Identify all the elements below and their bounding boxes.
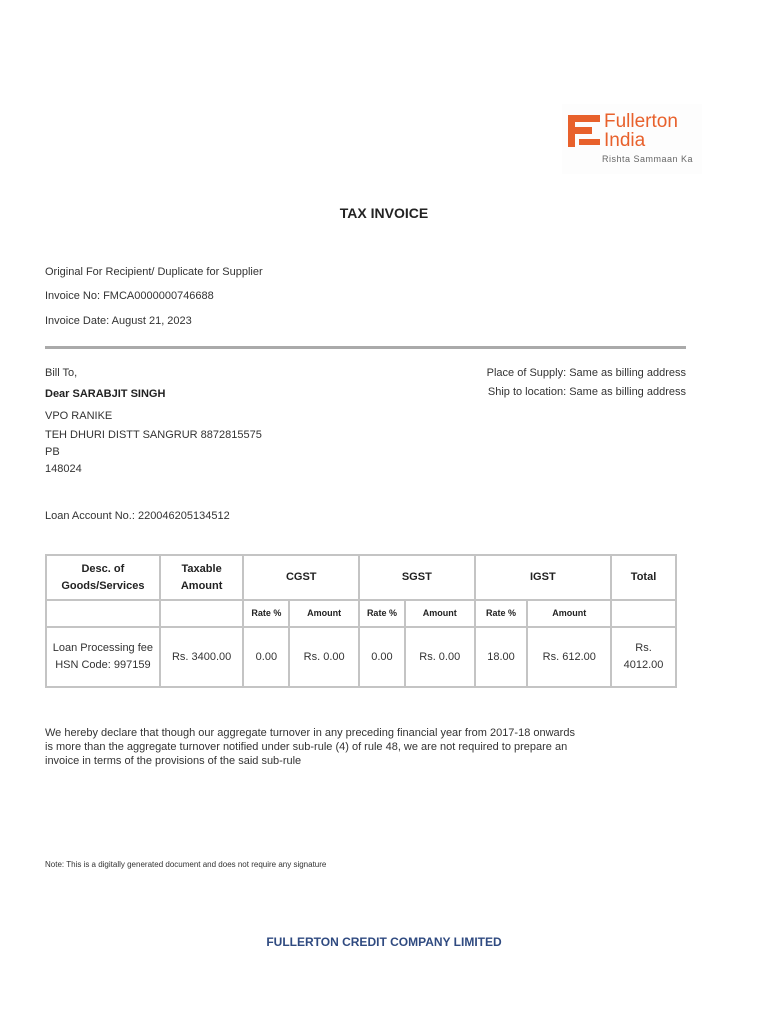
cell-igst-rate: 18.00: [475, 627, 528, 687]
subheader-empty-total: [611, 600, 676, 627]
cell-desc: Loan Processing fee HSN Code: 997159: [46, 627, 160, 687]
document-title: TAX INVOICE: [339, 205, 429, 221]
subheader-igst-rate: Rate %: [475, 600, 528, 627]
subheader-igst-amount: Amount: [527, 600, 611, 627]
address-line-3: PB: [45, 446, 60, 458]
cell-total: Rs. 4012.00: [611, 627, 676, 687]
subheader-cgst-amount: Amount: [289, 600, 359, 627]
cell-cgst-amount: Rs. 0.00: [289, 627, 359, 687]
place-of-supply: Place of Supply: Same as billing address: [486, 367, 686, 379]
company-footer: FULLERTON CREDIT COMPANY LIMITED: [266, 935, 502, 949]
ship-to-location: Ship to location: Same as billing address: [487, 386, 686, 398]
invoice-date: Invoice Date: August 21, 2023: [45, 315, 192, 327]
company-logo: [562, 104, 702, 174]
cell-taxable-amount: Rs. 3400.00: [160, 627, 244, 687]
header-desc: Desc. of Goods/Services: [46, 555, 160, 600]
signature-note: Note: This is a digitally generated document and does not require any signature: [45, 860, 327, 869]
subheader-empty-taxable: [160, 600, 244, 627]
loan-account-number: Loan Account No.: 220046205134512: [45, 510, 230, 522]
table-subheader-row: [46, 600, 676, 627]
subheader-cgst-rate: Rate %: [243, 600, 289, 627]
address-line-4: 148024: [45, 463, 82, 475]
logo-brand-line2: India: [604, 130, 646, 151]
bill-to-label: Bill To,: [45, 367, 78, 379]
declaration-text: We hereby declare that though our aggregate turnover in any preceding financial year from 2017-18 onwards is more than the aggregate turnover notified under sub-rule (4) of rule 48, we are not required to prepare an invoice in terms of the provisions of the said sub-rule: [45, 727, 575, 767]
header-igst: IGST: [475, 555, 611, 600]
subheader-sgst-rate: Rate %: [359, 600, 405, 627]
customer-name: Dear SARABJIT SINGH: [45, 388, 166, 400]
address-line-2: TEH DHURI DISTT SANGRUR 8872815575: [45, 429, 262, 441]
table-row: [46, 627, 676, 687]
divider: [45, 346, 686, 349]
invoice-number: Invoice No: FMCA0000000746688: [45, 290, 214, 302]
logo-tagline: Rishta Sammaan Ka: [602, 154, 694, 164]
table-header-row: [46, 555, 676, 600]
subheader-sgst-amount: Amount: [405, 600, 475, 627]
subheader-empty-desc: [46, 600, 160, 627]
copy-type: Original For Recipient/ Duplicate for Supplier: [45, 266, 263, 278]
header-sgst: SGST: [359, 555, 475, 600]
header-cgst: CGST: [243, 555, 359, 600]
logo-wordmark: [604, 112, 678, 150]
logo-brand-line1: Fullerton: [604, 111, 678, 132]
address-line-1: VPO RANIKE: [45, 410, 113, 422]
header-total: Total: [611, 555, 676, 600]
cell-igst-amount: Rs. 612.00: [527, 627, 611, 687]
cell-sgst-rate: 0.00: [359, 627, 405, 687]
fullerton-logo-icon: [568, 115, 600, 147]
invoice-table: [45, 554, 677, 688]
header-taxable-amount: Taxable Amount: [160, 555, 244, 600]
cell-cgst-rate: 0.00: [243, 627, 289, 687]
cell-sgst-amount: Rs. 0.00: [405, 627, 475, 687]
